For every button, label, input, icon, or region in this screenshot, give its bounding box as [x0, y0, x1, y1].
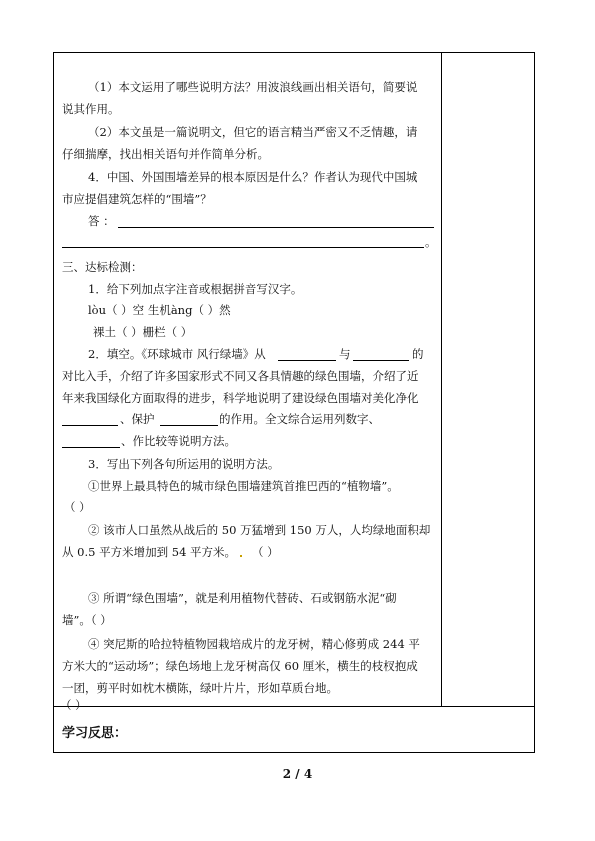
sentence-3-line-1: ③ 所谓“绿色围墙”，就是利用植物代替砖、石或钢筋水泥“砌 [88, 591, 397, 605]
task-1-items-2: 裸土（ ）栅栏（ ） [93, 325, 193, 339]
column-divider [441, 52, 442, 707]
dot-mark [240, 555, 242, 557]
blank-5[interactable] [62, 435, 120, 448]
row-divider [53, 706, 535, 707]
sentence-4-line-3: 一团，剪平时如枕木横陈，绿叶片片，形如草质台地。 [62, 681, 338, 695]
blank-2[interactable] [353, 348, 409, 361]
answer-line-1[interactable] [118, 215, 434, 228]
task-2-line-4a: 、保护 [120, 412, 155, 426]
section-heading: 三、达标检测： [62, 260, 143, 274]
question-2-line-1: （2）本文虽是一篇说明文，但它的语言精当严密又不乏情趣，请 [88, 125, 418, 139]
sentence-3-line-2: 墙”。（ ） [62, 613, 112, 627]
blank-4[interactable] [160, 413, 218, 426]
answer-end-mark: 。 [425, 235, 437, 249]
blank-3[interactable] [62, 413, 118, 426]
page-number: 2 / 4 [282, 767, 313, 781]
task-3-prompt: 3．写出下列各句所运用的说明方法。 [88, 457, 280, 471]
question-1-line-1: （1）本文运用了哪些说明方法？用波浪线画出相关语句，简要说 [88, 80, 418, 94]
sentence-4-line-1: ④ 突尼斯的哈拉特植物园栽培成片的龙牙树，精心修剪成 244 平 [88, 637, 420, 651]
question-1-line-2: 说其作用。 [62, 102, 120, 116]
sentence-4-line-2: 方米大的“运动场”；绿色场地上龙牙树高仅 60 厘米，横生的枝杈抱成 [62, 659, 418, 673]
task-1-prompt: 1．给下列加点字注音或根据拼音写汉字。 [88, 282, 303, 296]
sentence-4-answer[interactable]: （ ） [60, 698, 87, 712]
task-2-line-3: 年来我国绿化方面取得的进步，科学地说明了建设绿色围墙对美化净化 [62, 391, 419, 405]
task-2-line-5: 、作比较等说明方法。 [121, 434, 236, 448]
sentence-2-line-1: ② 该市人口虽然从战后的 50 万猛增到 150 万人，人均绿地面积却 [88, 523, 431, 537]
sentence-2-line-2: 从 0.5 平方米增加到 54 平方米。 [62, 545, 237, 559]
task-1-items-1: lòu（ ）空 生机àng（ ）然 [88, 303, 231, 317]
task-2-line-1b: 与 [339, 347, 351, 361]
sentence-2-answer[interactable]: （ ） [252, 545, 279, 559]
reflection-label: 学习反思： [62, 726, 128, 741]
question-2-line-2: 仔细揣摩，找出相关语句并作简单分析。 [62, 147, 269, 161]
task-2-line-1a: 2．填空。《环球城市 风行绿墙》从 [88, 347, 266, 361]
question-4-line-2: 市应提倡建筑怎样的“围墙”？ [62, 192, 212, 206]
task-2-line-2: 对比入手，介绍了许多国家形式不同又各具情趣的绿色围墙，介绍了近 [62, 369, 419, 383]
sentence-1: ①世界上最具特色的城市绿色围墙建筑首推巴西的“植物墙”。 [88, 479, 399, 493]
sentence-1-answer[interactable]: （ ） [64, 500, 91, 514]
blank-1[interactable] [278, 348, 336, 361]
task-2-line-1c: 的 [412, 347, 424, 361]
answer-line-2[interactable] [62, 235, 424, 248]
task-2-line-4b: 的作用。全文综合运用列数字、 [219, 412, 380, 426]
question-4-line-1: 4．中国、外国围墙差异的根本原因是什么？作者认为现代中国城 [88, 170, 418, 184]
answer-label: 答 ： [88, 214, 115, 228]
